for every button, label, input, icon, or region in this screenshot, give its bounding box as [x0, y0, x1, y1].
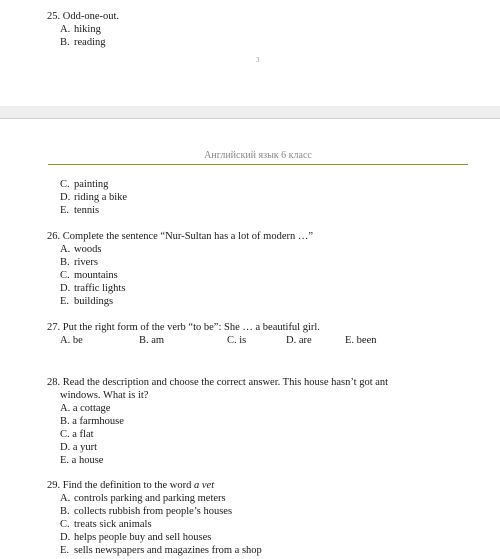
question-29-option-a: A. controls parking and parking meters	[60, 493, 226, 504]
page-number: 3	[256, 56, 260, 64]
question-28-text-line1: 28. Read the description and choose the correct answer. This house hasn’t got ant	[47, 377, 389, 388]
page-separator	[0, 106, 500, 119]
question-29-text: 29. Find the definition to the word a vet	[47, 480, 215, 491]
question-28-option-a: A. a cottage	[60, 403, 111, 414]
question-28-text-line2: windows. What is it?	[60, 390, 149, 401]
question-26-option-d: D. traffic lights	[60, 283, 126, 294]
question-27-option-e: E. been	[345, 335, 377, 346]
question-25-option-a: A. hiking	[60, 24, 101, 35]
header-rule	[48, 164, 468, 165]
question-27-option-d: D. are	[286, 335, 312, 346]
page-header-title: Английский язык 6 класс	[204, 150, 312, 161]
question-25-option-e: E. tennis	[60, 205, 100, 216]
question-25-option-d: D. riding a bike	[60, 192, 128, 203]
question-28-option-e: E. a house	[60, 455, 104, 466]
question-27-option-c: C. is	[227, 335, 247, 346]
question-26-option-e: E. buildings	[60, 296, 114, 307]
question-29-option-c: C. treats sick animals	[60, 519, 152, 530]
question-25-text: 25. Odd-one-out.	[47, 11, 120, 22]
question-26-option-b: B. rivers	[60, 257, 98, 268]
question-25-option-c: C. painting	[60, 179, 109, 190]
question-29-word: a vet	[194, 480, 215, 491]
question-27-text: 27. Put the right form of the verb “to be”: She … a beautiful girl.	[47, 322, 320, 333]
question-28-option-d: D. a yurt	[60, 442, 98, 453]
question-26-option-a: A. woods	[60, 244, 102, 255]
question-29-option-b: B. collects rubbish from people’s houses	[60, 506, 233, 517]
question-29-option-e: E. sells newspapers and magazines from a shop	[60, 545, 262, 556]
question-26-text: 26. Complete the sentence “Nur-Sultan has a lot of modern …”	[47, 231, 314, 242]
question-25-option-b: B. reading	[60, 37, 106, 48]
question-28-option-c: C. a flat	[60, 429, 94, 440]
question-27-option-a: A. be	[60, 335, 83, 346]
question-28-option-b: B. a farmhouse	[60, 416, 124, 427]
question-27-option-b: B. am	[139, 335, 165, 346]
question-29-option-d: D. helps people buy and sell houses	[60, 532, 212, 543]
question-26-option-c: C. mountains	[60, 270, 118, 281]
